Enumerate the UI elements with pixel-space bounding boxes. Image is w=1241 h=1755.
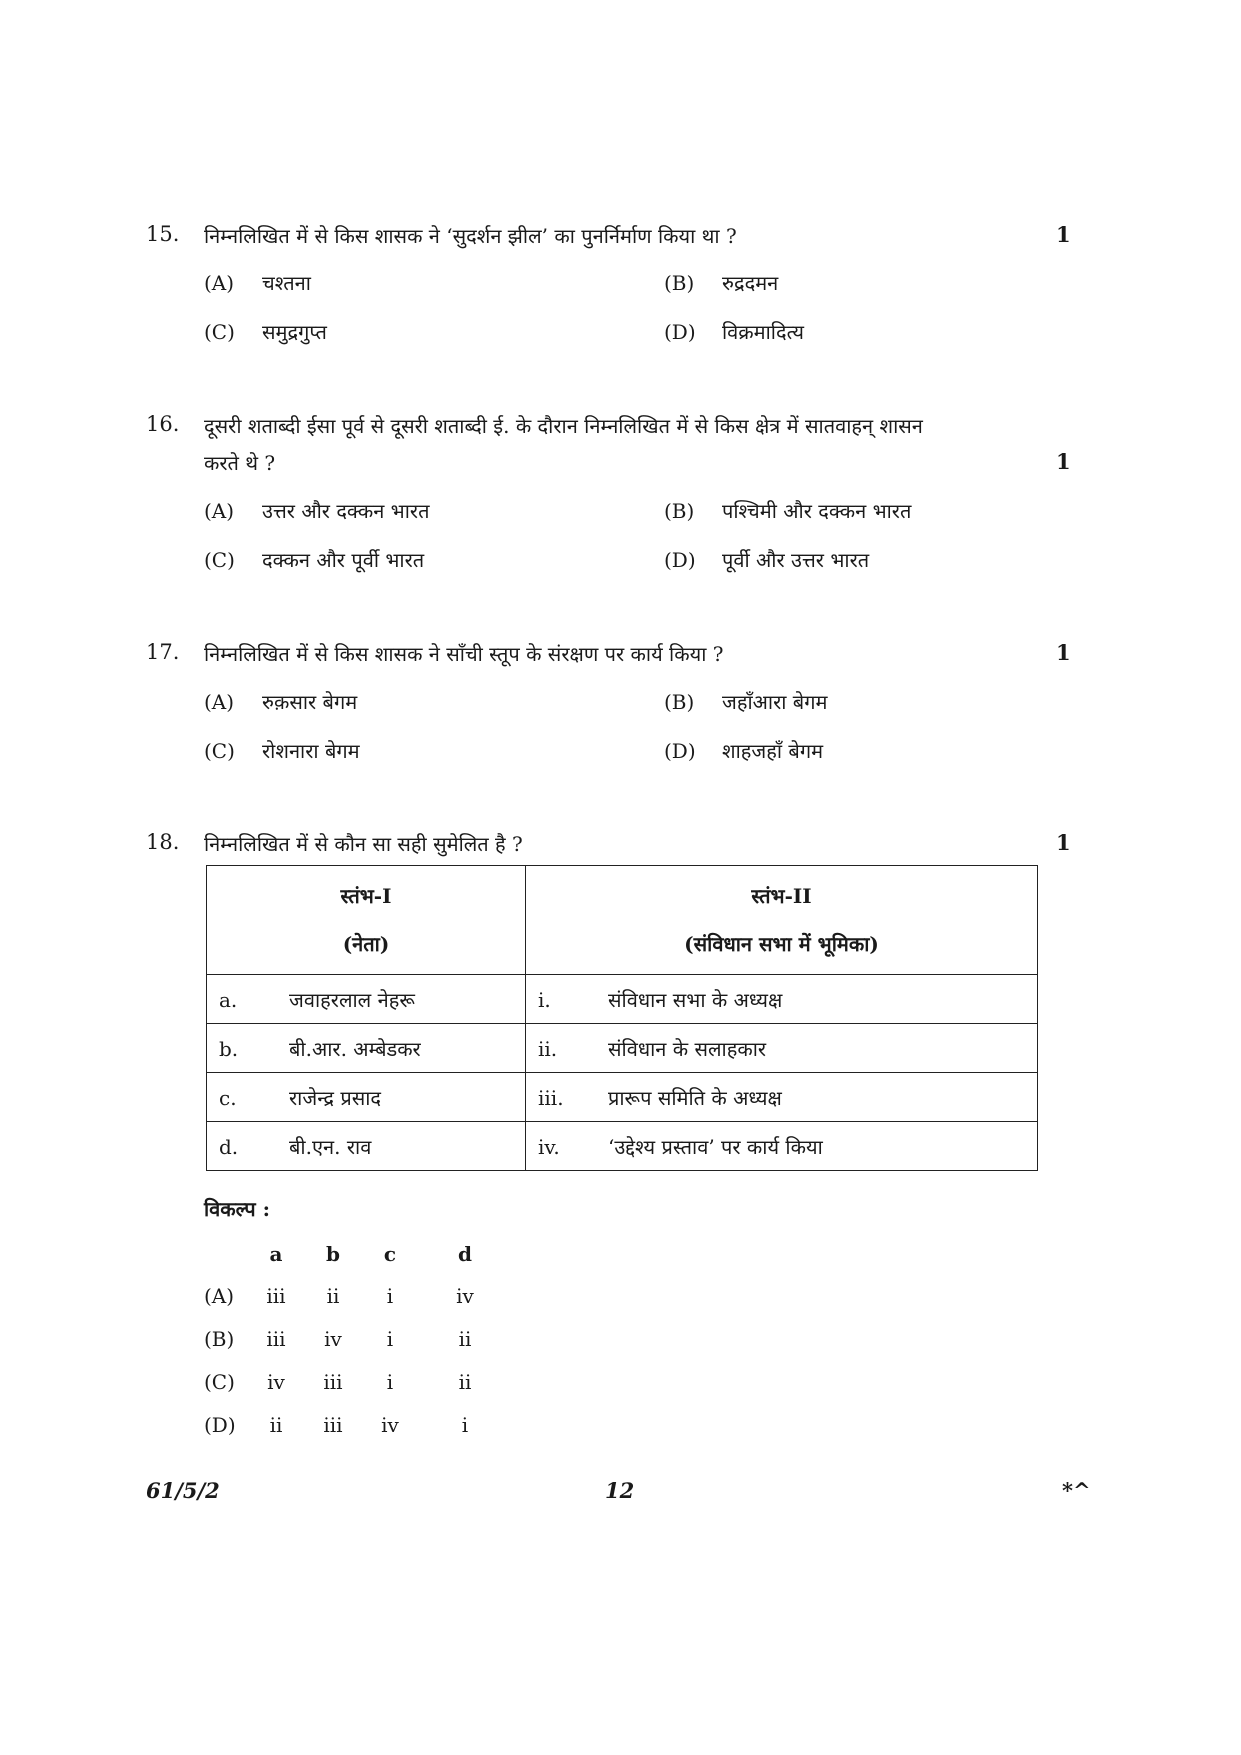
option-c: (C) रोशनारा बेगम <box>204 739 360 763</box>
question-number: 16. <box>146 412 180 436</box>
table-row <box>207 1024 1038 1073</box>
question-text: दूसरी शताब्दी ईसा पूर्व से दूसरी शताब्दी ई. के दौरान निम्नलिखित में से किस क्षेत्र में सातवाहन् शासन <box>204 414 923 438</box>
footer-mark: *^ <box>1062 1478 1091 1503</box>
table-cell: iii. प्रारूप समिति के अध्यक्ष <box>526 1073 1038 1122</box>
options-heading: विकल्प : <box>204 1197 270 1221</box>
question-marks: 1 <box>1056 449 1071 474</box>
option-d: (D) विक्रमादित्य <box>664 320 804 344</box>
table-cell: d. बी.एन. राव <box>207 1122 526 1171</box>
question-text: निम्नलिखित में से किस शासक ने साँची स्तूप के संरक्षण पर कार्य किया ? <box>204 642 724 666</box>
question-marks: 1 <box>1056 830 1071 855</box>
question-text-line2: करते थे ? <box>204 451 276 475</box>
question-text: निम्नलिखित में से किस शासक ने ‘सुदर्शन झील’ का पुनर्निर्माण किया था ? <box>204 224 737 248</box>
column-1-header: स्तंभ-I (नेता) <box>207 866 526 975</box>
table-cell: c. राजेन्द्र प्रसाद <box>207 1073 526 1122</box>
option-c: (C) समुद्रगुप्त <box>204 320 327 344</box>
option-b: (B) जहाँआरा बेगम <box>664 690 828 714</box>
question-text: निम्नलिखित में से कौन सा सही सुमेलित है ? <box>204 832 523 856</box>
table-row <box>207 975 1038 1024</box>
option-a: (A) उत्तर और दक्कन भारत <box>204 499 430 523</box>
option-b: (B) पश्चिमी और दक्कन भारत <box>664 499 912 523</box>
question-number: 18. <box>146 830 180 854</box>
question-marks: 1 <box>1056 640 1071 665</box>
question-marks: 1 <box>1056 222 1071 247</box>
option-a: (A) चश्तना <box>204 271 311 295</box>
page-number: 12 <box>605 1478 635 1503</box>
option-a: (A) रुक़सार बेगम <box>204 690 358 714</box>
column-2-header: स्तंभ-II (संविधान सभा में भूमिका) <box>526 866 1038 975</box>
table-cell: i. संविधान सभा के अध्यक्ष <box>526 975 1038 1024</box>
option-d: (D) शाहजहाँ बेगम <box>664 739 824 763</box>
match-table <box>206 865 1038 1171</box>
option-c: (C) दक्कन और पूर्वी भारत <box>204 548 425 572</box>
question-number: 17. <box>146 640 180 664</box>
table-cell: ii. संविधान के सलाहकार <box>526 1024 1038 1073</box>
paper-code: 61/5/2 <box>146 1478 220 1503</box>
table-cell: iv. ‘उद्देश्य प्रस्ताव’ पर कार्य किया <box>526 1122 1038 1171</box>
question-number: 15. <box>146 222 180 246</box>
table-cell: b. बी.आर. अम्बेडकर <box>207 1024 526 1073</box>
match-table-header <box>207 866 1038 975</box>
table-cell: a. जवाहरलाल नेहरू <box>207 975 526 1024</box>
option-d: (D) पूर्वी और उत्तर भारत <box>664 548 870 572</box>
option-b: (B) रुद्रदमन <box>664 271 779 295</box>
table-row <box>207 1073 1038 1122</box>
table-row <box>207 1122 1038 1171</box>
